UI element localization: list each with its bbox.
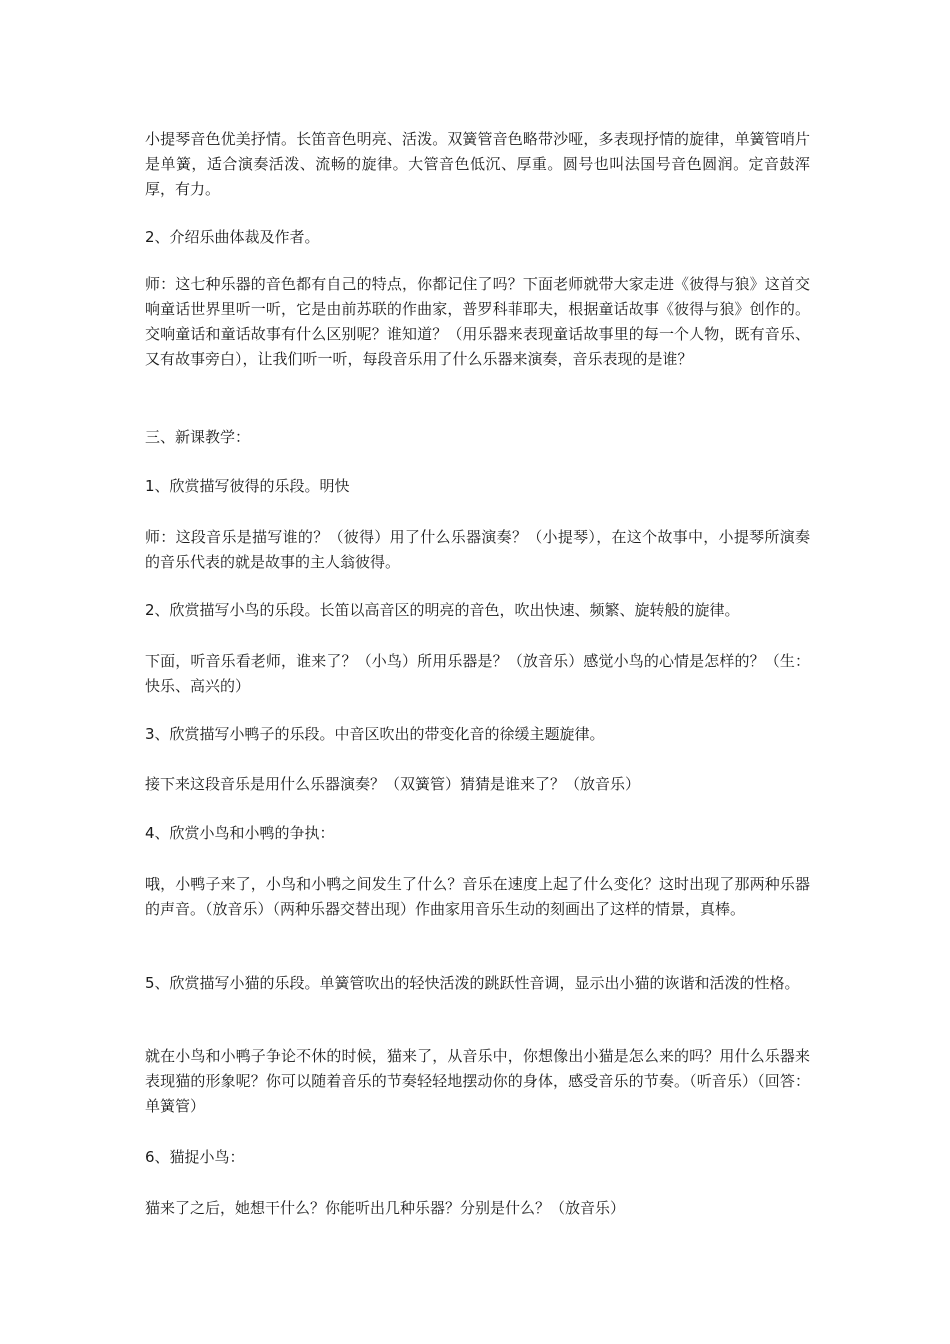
paragraph-dispute-body: 哦，小鸭子来了，小鸟和小鸭之间发生了什么？音乐在速度上起了什么变化？这时出现了那两种乐器的声音。（放音乐）（两种乐器交替出现）作曲家用音乐生动的刻画出了这样的情景，真棒。 — [145, 875, 810, 918]
paragraph-cat-body: 就在小鸟和小鸭子争论不休的时候，猫来了，从音乐中，你想像出小猫是怎么来的吗？用什么乐器来表现猫的形象呢？你可以随着音乐的节奏轻轻地摆动你的身体，感受音乐的节奏。（听音乐）（回答：单簧管） — [145, 1047, 810, 1115]
paragraph-cat-heading: 5、欣赏描写小猫的乐段。单簧管吹出的轻快活泼的跳跃性音调，显示出小猫的诙谐和活泼的性格。 — [145, 974, 800, 992]
paragraph-cat-catches-bird-heading: 6、猫捉小鸟： — [145, 1148, 245, 1166]
paragraph-bird-body: 下面，听音乐看老师，谁来了？（小鸟）所用乐器是？（放音乐）感觉小鸟的心情是怎样的？（生：快乐、高兴的） — [145, 652, 810, 695]
paragraph-duck-body: 接下来这段音乐是用什么乐器演奏？（双簧管）猜猜是谁来了？（放音乐） — [145, 775, 641, 793]
paragraph-section-3-title: 三、新课教学： — [145, 428, 251, 446]
paragraph-heading-2-genre: 2、介绍乐曲体裁及作者。 — [145, 228, 320, 246]
paragraph-cat-catches-bird-body: 猫来了之后，她想干什么？你能听出几种乐器？分别是什么？（放音乐） — [145, 1199, 626, 1217]
paragraph-dispute-heading: 4、欣赏小鸟和小鸭的争执： — [145, 824, 335, 842]
paragraph-teacher-intro: 师：这七种乐器的音色都有自己的特点，你都记住了吗？下面老师就带大家走进《彼得与狼》这首交响童话世界里听一听，它是由前苏联的作曲家，普罗科菲耶夫，根据童话故事《彼得与狼》创作的。交响童话和童话故事有什么区别呢？谁知道？（用乐器来表现童话故事里的每一个人物，既有音乐、又有故事旁白），让我们听一听，每段音乐用了什么乐器来演奏，音乐表现的是谁？ — [145, 275, 810, 368]
paragraph-bird-heading: 2、欣赏描写小鸟的乐段。长笛以高音区的明亮的音色，吹出快速、频繁、旋转般的旋律。 — [145, 601, 740, 619]
paragraph-instrument-timbres: 小提琴音色优美抒情。长笛音色明亮、活泼。双簧管音色略带沙哑，多表现抒情的旋律，单簧管哨片是单簧，适合演奏活泼、流畅的旋律。大管音色低沉、厚重。圆号也叫法国号音色圆润。定音鼓浑厚，有力。 — [145, 130, 810, 198]
paragraph-duck-heading: 3、欣赏描写小鸭子的乐段。中音区吹出的带变化音的徐缓主题旋律。 — [145, 725, 605, 743]
paragraph-peter-body: 师：这段音乐是描写谁的？（彼得）用了什么乐器演奏？（小提琴），在这个故事中，小提琴所演奏的音乐代表的就是故事的主人翁彼得。 — [145, 528, 810, 571]
paragraph-peter-heading: 1、欣赏描写彼得的乐段。明快 — [145, 477, 350, 495]
